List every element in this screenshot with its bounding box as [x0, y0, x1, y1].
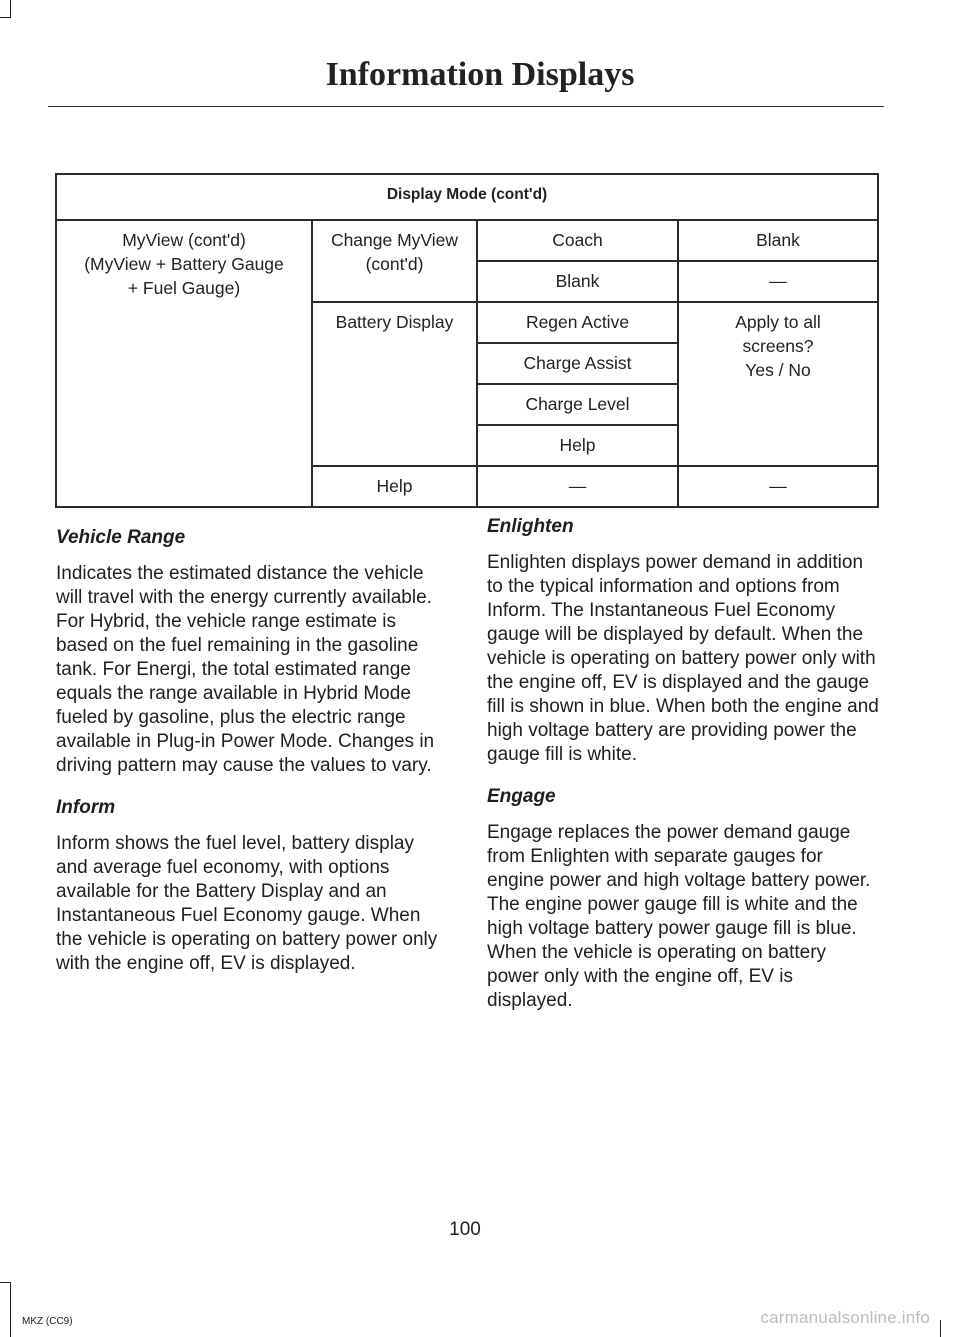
change-myview-cell: Change MyView (cont'd) — [312, 220, 477, 302]
help-cell: Help — [312, 466, 477, 507]
option-cell: Blank — [477, 261, 678, 302]
left-column — [56, 515, 448, 994]
vehicle-range-text: Indicates the estimated distance the vehicle will travel with the energy currently available. For Hybrid, the vehicle range estimate is based on the fuel remaining in the gasoline tank. For Energi, the total estimated range equals the range available in Hybrid Mode fueled by gasoline, plus the electric range available in Plug-in Power Mode. Changes in driving pattern may cause the values to vary. — [56, 563, 435, 776]
enlighten-text: Enlighten displays power demand in addition to the typical information and options from Inform. The Instantaneous Fuel Economy gauge will be displayed by default. When the vehicle is operating on battery power only with the engine off, EV is displayed and the gauge fill is shown in blue. When both the engine and high voltage battery are providing power the gauge fill is white. — [487, 552, 879, 765]
value-cell: Blank — [678, 220, 878, 261]
battery-display-cell: Battery Display — [312, 302, 477, 466]
crop-mark-top-left-h — [0, 17, 11, 18]
page-number: 100 — [449, 1219, 481, 1240]
inform-text: Inform shows the fuel level, battery display and average fuel economy, with options available for the Battery Display and an Instantaneous Fuel Economy gauge. When the vehicle is operating on battery power only with the engine off, EV is displayed. — [56, 833, 438, 974]
option-cell: — — [477, 466, 678, 507]
option-cell: Coach — [477, 220, 678, 261]
title-divider — [48, 106, 884, 107]
inform-heading: Inform — [56, 797, 116, 818]
apply-all-screens-cell: Apply to all screens? Yes / No — [678, 302, 878, 466]
myview-cell: MyView (cont'd) (MyView + Battery Gauge + Fuel Gauge) — [56, 220, 312, 507]
crop-mark-bottom-right-v — [940, 1320, 941, 1337]
option-cell: Regen Active — [477, 302, 678, 343]
crop-mark-bottom-left-v — [10, 1282, 11, 1337]
display-mode-table — [55, 173, 879, 508]
option-cell: Help — [477, 425, 678, 466]
option-cell: Charge Assist — [477, 343, 678, 384]
value-cell: — — [678, 261, 878, 302]
option-cell: Charge Level — [477, 384, 678, 425]
watermark: carmanualsonline.info — [760, 1308, 930, 1327]
enlighten-heading: Enlighten — [487, 516, 574, 537]
engage-heading: Engage — [487, 786, 556, 807]
crop-mark-top-left-v — [10, 0, 11, 18]
right-column — [487, 515, 879, 1031]
engage-text: Engage replaces the power demand gauge from Enlighten with separate gauges for engine power and high voltage battery power. The engine power gauge fill is white and the high voltage battery power gauge fill is blue. When the vehicle is operating on battery power only with the engine off, EV is displayed. — [487, 822, 871, 1011]
page-title: Information Displays — [325, 56, 635, 93]
model-code: MKZ (CC9) — [22, 1316, 73, 1327]
vehicle-range-heading: Vehicle Range — [56, 527, 186, 548]
table-row — [56, 220, 878, 261]
table-caption: Display Mode (cont'd) — [56, 174, 878, 220]
value-cell: — — [678, 466, 878, 507]
crop-mark-bottom-left-h — [0, 1282, 11, 1283]
